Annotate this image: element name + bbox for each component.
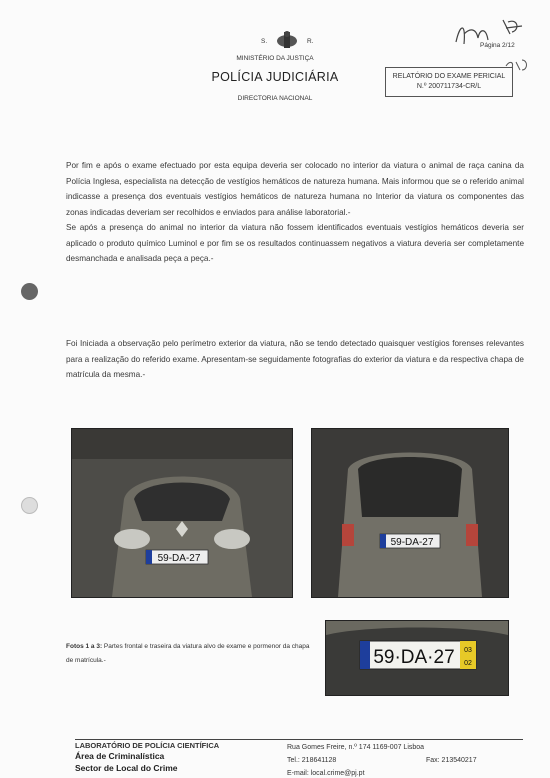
plate-date-month: 02 [464,660,472,667]
photo-front [71,428,293,598]
paragraph-sentence: Por fim e após o exame efectuado por esta equipa deveria ser colocado no interior da viatura o animal de raça canina da Polícia Inglesa, especialista na detecção de vestígios hemáticos de natureza humana. Mais informou que se o referido animal indicasse a presença dos eventuais vestígios hemáticos de natureza humana no Interior da viatura os componentes das zonas indicadas deveriam ser recolhidos e enviados para análise laboratorial.- [66,161,524,217]
directorate-name: DIRECTORIA NACIONAL [237,95,313,102]
coat-of-arms-icon [275,30,299,50]
plate-label: 59-DA-27 [390,537,434,548]
footer-email: E-mail: local.crime@pj.pt [287,770,365,777]
punch-hole [21,283,38,300]
license-plate-icon [326,621,508,695]
report-number: N.º 200711734-CR/L [416,83,482,90]
caption-label: Fotos 1 a 3: [66,643,103,650]
seal-row [245,30,325,52]
paragraph-sentence: Se após a presença do animal no interior da viatura não fossem identificados eventuais vestígios hemáticos deveria ser aplicado o produto químico Luminol e por fim se os resultados continuassem negativos a viatura deveria ser completamente desmanchada e analisada peça a peça.- [66,223,524,263]
seal-letter-r: R. [307,38,314,45]
paragraph-sentence: Foi Iniciada a observação pelo perímetro exterior da viatura, não se tendo detectado quaisquer vestígios forenses relevantes para a realização do referido exame. Apresentam-se seguidamente fotografias do exterior da viatura e da respectiva chapa de matrícula da mesma.- [66,339,524,379]
agency-title: POLÍCIA JUDICIÁRIA [211,70,339,84]
footer-address: Rua Gomes Freire, n.º 174 1169-007 Lisboa [287,744,425,751]
seal-letter-s: S. [261,38,268,45]
area-name: Área de Criminalística [75,751,165,761]
plate-label: 59-DA-27 [157,553,201,564]
plate-text: 59·DA·27 [373,647,455,668]
sector-name: Sector de Local do Crime [75,763,178,773]
page-number: Página 2/12 [480,42,515,49]
car-rear-icon [312,429,508,597]
report-box [385,67,513,97]
photo-rear [311,428,509,598]
photo-caption [66,640,311,668]
footer-divider [75,739,523,740]
ministry-name: MINISTÉRIO DA JUSTIÇA [236,55,314,62]
punch-hole [21,497,38,514]
car-front-icon [72,429,292,597]
lab-name: LABORATÓRIO DE POLÍCIA CIENTÍFICA [75,741,220,750]
caption-text: Partes frontal e traseira da viatura alvo de exame e pormenor da chapa de matrícula.- [66,643,310,664]
footer-fax: Fax: 213540217 [426,757,477,764]
footer-telephone: Tel.: 218641128 [287,757,337,764]
paragraph-observation [66,336,524,383]
plate-date-year: 03 [464,647,472,654]
report-label: RELATÓRIO DO EXAME PERICIAL [392,73,506,80]
paragraph-procedure [66,158,524,267]
photo-plate-detail [325,620,509,696]
